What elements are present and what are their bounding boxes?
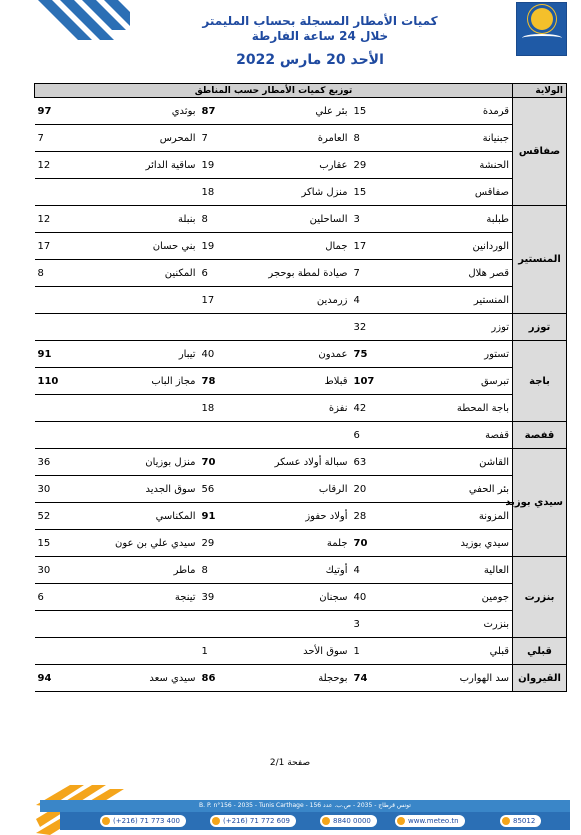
station-name: قصر هلال — [393, 260, 513, 287]
rainfall-value: 4 — [351, 557, 393, 584]
rainfall-value — [199, 314, 243, 341]
footer-phone-2: (+216) 71 772 609 — [210, 815, 296, 827]
station-name — [89, 179, 199, 206]
rainfall-value: 52 — [35, 503, 89, 530]
station-name: طبلبة — [393, 206, 513, 233]
station-name: سجنان — [243, 584, 351, 611]
station-name: تينجة — [89, 584, 199, 611]
header-zones: توزيع كميات الأمطار حسب المناطق — [35, 84, 513, 98]
station-name: تيبار — [89, 341, 199, 368]
station-name: سوق الجديد — [89, 476, 199, 503]
rainfall-value: 28 — [351, 503, 393, 530]
rainfall-value: 7 — [199, 125, 243, 152]
station-name: المكنين — [89, 260, 199, 287]
rainfall-value: 75 — [351, 341, 393, 368]
station-name: بوثدي — [89, 98, 199, 125]
station-name: ماطر — [89, 557, 199, 584]
station-name: باجة المحطة — [393, 395, 513, 422]
title-line-1: كميات الأمطار المسجلة بحساب المليمتر — [202, 14, 438, 28]
rainfall-value: 17 — [35, 233, 89, 260]
footer-phone-3: 8840 0000 — [320, 815, 377, 827]
rainfall-value — [35, 611, 89, 638]
governorate-cell: قفصة — [513, 422, 567, 449]
rainfall-value: 1 — [199, 638, 243, 665]
station-name: أولاد حفوز — [243, 503, 351, 530]
rainfall-value: 86 — [199, 665, 243, 692]
table-row — [35, 422, 567, 449]
rainfall-value: 7 — [351, 260, 393, 287]
rainfall-value: 30 — [35, 476, 89, 503]
rainfall-value: 78 — [199, 368, 243, 395]
rainfall-value: 4 — [351, 287, 393, 314]
rainfall-value: 15 — [35, 530, 89, 557]
table-row — [35, 152, 567, 179]
station-name: الرقاب — [243, 476, 351, 503]
station-name — [89, 314, 199, 341]
station-name: صفاقس — [393, 179, 513, 206]
fax-icon — [212, 817, 220, 825]
station-name: الحنشة — [393, 152, 513, 179]
table-row — [35, 503, 567, 530]
footer-phone-1: (+216) 71 773 400 — [100, 815, 186, 827]
rainfall-value: 3 — [351, 206, 393, 233]
table-row — [35, 287, 567, 314]
governorate-cell: المنستير — [513, 206, 567, 314]
rainfall-value: 20 — [351, 476, 393, 503]
table-row — [35, 341, 567, 368]
station-name: سيدي سعد — [89, 665, 199, 692]
footer-address: B. P. n°156 - 2035 - Tunis Carthage - تونس قرطاج - 2035 - ص.ب. عدد 156 — [40, 800, 570, 812]
rainfall-value: 29 — [351, 152, 393, 179]
rainfall-value — [199, 422, 243, 449]
station-name: سبالة أولاد عسكر — [243, 449, 351, 476]
governorate-cell: صفاقس — [513, 98, 567, 206]
table-row — [35, 260, 567, 287]
rainfall-value: 15 — [351, 179, 393, 206]
rainfall-value: 91 — [35, 341, 89, 368]
station-name — [243, 611, 351, 638]
rainfall-value: 70 — [199, 449, 243, 476]
station-name: جمال — [243, 233, 351, 260]
station-name — [89, 287, 199, 314]
station-name: بوحجلة — [243, 665, 351, 692]
rainfall-value: 39 — [199, 584, 243, 611]
rainfall-value: 29 — [199, 530, 243, 557]
station-name: ساقية الدائر — [89, 152, 199, 179]
rainfall-value: 18 — [199, 179, 243, 206]
rainfall-value: 91 — [199, 503, 243, 530]
rainfall-value: 40 — [199, 341, 243, 368]
station-name: بنزرت — [393, 611, 513, 638]
rainfall-value: 30 — [35, 557, 89, 584]
station-name: المزونة — [393, 503, 513, 530]
station-name: الوردانين — [393, 233, 513, 260]
rainfall-value: 97 — [35, 98, 89, 125]
page-title — [170, 14, 470, 44]
rainfall-value: 12 — [35, 152, 89, 179]
rainfall-value — [199, 611, 243, 638]
station-name: المنستير — [393, 287, 513, 314]
station-name — [89, 395, 199, 422]
station-name — [89, 422, 199, 449]
rainfall-value: 87 — [199, 98, 243, 125]
table-row — [35, 638, 567, 665]
wave-icon — [522, 34, 562, 42]
rainfall-value — [35, 287, 89, 314]
rainfall-value: 19 — [199, 233, 243, 260]
rainfall-value: 63 — [351, 449, 393, 476]
rainfall-value: 6 — [199, 260, 243, 287]
station-name: بئر الحفي — [393, 476, 513, 503]
station-name: قبلي — [393, 638, 513, 665]
governorate-cell: بنزرت — [513, 557, 567, 638]
governorate-cell: توزر — [513, 314, 567, 341]
station-name: زرمدين — [243, 287, 351, 314]
rainfall-value: 40 — [351, 584, 393, 611]
governorate-cell: باجة — [513, 341, 567, 422]
station-name: جلمة — [243, 530, 351, 557]
table-row — [35, 449, 567, 476]
station-name: سيدي بوزيد — [393, 530, 513, 557]
rainfall-value: 8 — [351, 125, 393, 152]
report-date: الأحد 20 مارس 2022 — [236, 52, 384, 68]
rainfall-value: 15 — [351, 98, 393, 125]
station-name: بئر علي — [243, 98, 351, 125]
rainfall-table — [34, 83, 567, 692]
station-name: صيادة لمطة بوحجر — [243, 260, 351, 287]
table-row — [35, 233, 567, 260]
station-name: جومين — [393, 584, 513, 611]
rainfall-value: 6 — [35, 584, 89, 611]
station-name: قرمدة — [393, 98, 513, 125]
table-row — [35, 530, 567, 557]
station-name: العامرة — [243, 125, 351, 152]
rainfall-value: 107 — [351, 368, 393, 395]
rainfall-value: 94 — [35, 665, 89, 692]
sun-icon — [531, 8, 553, 30]
station-name: العالية — [393, 557, 513, 584]
table-row — [35, 368, 567, 395]
station-name: سد الهوارب — [393, 665, 513, 692]
table-row — [35, 179, 567, 206]
governorate-cell: القيروان — [513, 665, 567, 692]
station-name — [89, 638, 199, 665]
table-header-row — [35, 84, 567, 98]
rainfall-value — [35, 422, 89, 449]
rainfall-value — [35, 314, 89, 341]
rainfall-value — [35, 638, 89, 665]
rainfall-value — [35, 395, 89, 422]
table-row — [35, 584, 567, 611]
table-row — [35, 476, 567, 503]
footer-contacts — [60, 812, 570, 830]
station-name: تستور — [393, 341, 513, 368]
table-row — [35, 125, 567, 152]
station-name: المكناسي — [89, 503, 199, 530]
station-name: بنبلة — [89, 206, 199, 233]
station-name — [243, 314, 351, 341]
header-wilaya: الولاية — [513, 84, 567, 98]
station-name: الساحلين — [243, 206, 351, 233]
governorate-cell: قبلي — [513, 638, 567, 665]
phone-icon — [102, 817, 110, 825]
rainfall-value: 74 — [351, 665, 393, 692]
decorative-stripes — [30, 0, 130, 60]
rainfall-value: 110 — [35, 368, 89, 395]
institute-logo — [516, 2, 567, 56]
rainfall-value: 8 — [199, 557, 243, 584]
station-name — [243, 422, 351, 449]
rainfall-value: 36 — [35, 449, 89, 476]
station-name: قفصة — [393, 422, 513, 449]
station-name: عقارب — [243, 152, 351, 179]
rainfall-value: 8 — [199, 206, 243, 233]
station-name: مجاز الباب — [89, 368, 199, 395]
rainfall-value: 56 — [199, 476, 243, 503]
table-row — [35, 557, 567, 584]
station-name — [89, 611, 199, 638]
station-name: سيدي علي بن عون — [89, 530, 199, 557]
rainfall-value: 17 — [199, 287, 243, 314]
rainfall-value: 1 — [351, 638, 393, 665]
table-row — [35, 611, 567, 638]
rainfall-value: 70 — [351, 530, 393, 557]
rainfall-value: 12 — [35, 206, 89, 233]
station-name: منزل بوزيان — [89, 449, 199, 476]
station-name: القاشن — [393, 449, 513, 476]
table-row — [35, 665, 567, 692]
table-row — [35, 395, 567, 422]
table-row — [35, 314, 567, 341]
globe-icon — [397, 817, 405, 825]
footer-website[interactable]: www.meteo.tn — [395, 815, 465, 827]
station-name: قبلاط — [243, 368, 351, 395]
station-name: نفزة — [243, 395, 351, 422]
footer-code: 85012 — [500, 815, 541, 827]
station-name: عمدون — [243, 341, 351, 368]
station-name: منزل شاكر — [243, 179, 351, 206]
rainfall-value: 42 — [351, 395, 393, 422]
station-name: توزر — [393, 314, 513, 341]
station-name: سوق الأحد — [243, 638, 351, 665]
station-name: بني حسان — [89, 233, 199, 260]
station-name: أوتيك — [243, 557, 351, 584]
table-row — [35, 98, 567, 125]
rainfall-value: 19 — [199, 152, 243, 179]
governorate-cell: سيدي بوزيد — [513, 449, 567, 557]
station-name: جبنيانة — [393, 125, 513, 152]
phone-icon — [322, 817, 330, 825]
rainfall-value: 3 — [351, 611, 393, 638]
rainfall-value: 6 — [351, 422, 393, 449]
page-number: صفحة 2/1 — [269, 758, 311, 768]
mail-icon — [502, 817, 510, 825]
table-row — [35, 206, 567, 233]
rainfall-value — [35, 179, 89, 206]
rainfall-value: 8 — [35, 260, 89, 287]
rainfall-value: 7 — [35, 125, 89, 152]
title-line-2: خلال 24 ساعة الفارطة — [251, 29, 389, 43]
rainfall-value: 18 — [199, 395, 243, 422]
station-name: تبرسق — [393, 368, 513, 395]
station-name: المحرس — [89, 125, 199, 152]
rainfall-value: 32 — [351, 314, 393, 341]
rainfall-value: 17 — [351, 233, 393, 260]
